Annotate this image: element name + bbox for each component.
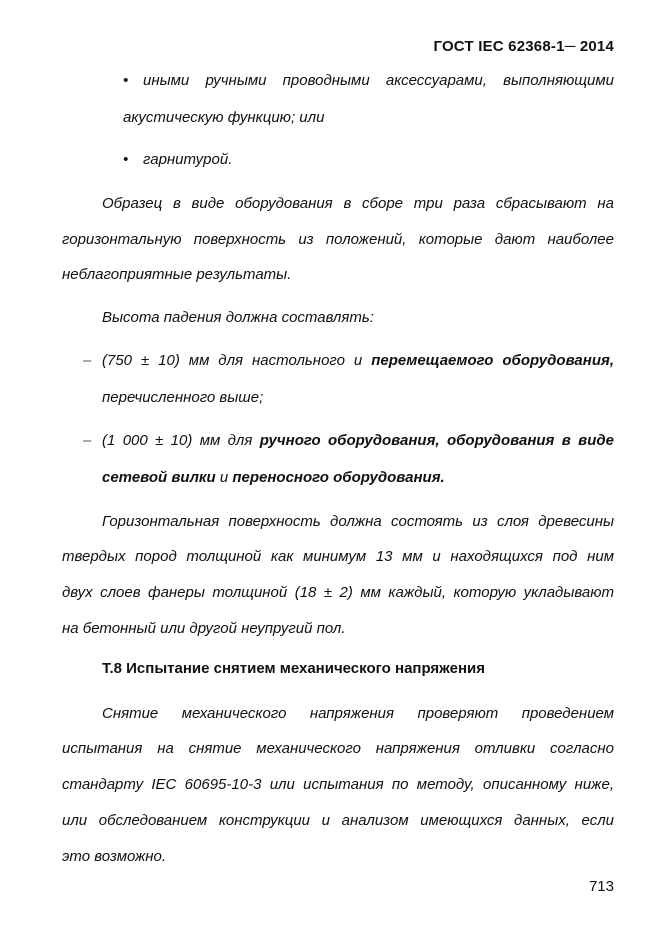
paragraph-4-line-1: Снятие механического напряжения проверяют проведением [102,705,614,722]
dash-item-2-bold-3: переносного оборудования. [232,469,445,486]
paragraph-4-line-4: или обследованием конструкции и анализом имеющихся данных, если [62,812,614,829]
dash-item-2-line-1 [102,432,614,449]
dash-item-1-bold: перемещаемого оборудования, [371,352,614,369]
bullet-2-line-1: гарнитурой. [143,151,233,168]
dash-marker-icon: – [83,432,92,449]
paragraph-1-line-3: неблагоприятные результаты. [62,266,292,283]
dash-item-2-prefix: (1 000 ± 10) мм для [102,432,260,449]
paragraph-3-line-2: твердых пород толщиной как минимум 13 мм и находящихся под ним [62,548,614,565]
paragraph-4-line-5: это возможно. [62,848,167,865]
paragraph-4-line-3: стандарту IEC 60695-10-3 или испытания по методу, описанному ниже, [62,776,614,793]
paragraph-3-line-3: двух слоев фанеры толщиной (18 ± 2) мм каждый, которую укладывают [62,584,614,601]
section-heading: Т.8 Испытание снятием механического напряжения [102,660,485,677]
page-number: 713 [588,878,614,895]
bullet-dot-icon: • [123,72,129,89]
dash-item-2-bold-2: сетевой вилки [102,469,216,486]
paragraph-1-line-2: горизонтальную поверхность из положений, которые дают наиболее [62,231,614,248]
dash-item-1-line-1 [102,352,614,369]
bullet-dot-icon: • [123,151,129,168]
dash-item-2-line-2 [102,469,445,486]
document-header: ГОСТ IEC 62368-1─ 2014 [433,38,614,55]
paragraph-1-line-1: Образец в виде оборудования в сборе три раза сбрасывают на [102,195,614,212]
paragraph-2: Высота падения должна составлять: [102,309,374,326]
dash-item-1-prefix: (750 ± 10) мм для настольного и [102,352,372,369]
dash-item-1-line-2: перечисленного выше; [102,389,264,406]
dash-marker-icon: – [83,352,92,369]
dash-item-2-bold-1: ручного оборудования, оборудования в виде [259,432,614,449]
paragraph-3-line-4: на бетонный или другой неупругий пол. [62,620,346,637]
bullet-1-line-1: иными ручными проводными аксессуарами, выполняющими [143,72,614,89]
dash-item-2-mid: и [215,469,233,486]
bullet-1-line-2: акустическую функцию; или [123,109,325,126]
paragraph-4-line-2: испытания на снятие механического напряжения отливки согласно [62,740,614,757]
paragraph-3-line-1: Горизонтальная поверхность должна состоять из слоя древесины [102,513,614,530]
